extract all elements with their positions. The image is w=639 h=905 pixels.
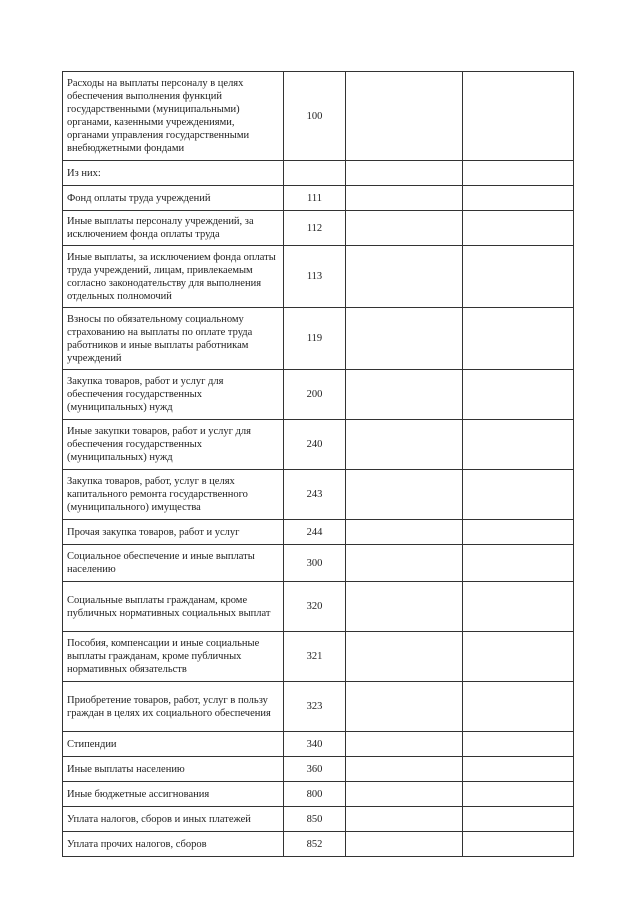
row-value-cell: [463, 732, 574, 757]
row-value-cell: [463, 370, 574, 420]
row-code-cell: 360: [284, 757, 346, 782]
row-code-cell: [284, 161, 346, 186]
row-name-cell: Социальное обеспечение и иные выплаты населению: [63, 545, 284, 582]
row-value-cell: [463, 470, 574, 520]
row-name-cell: Иные выплаты населению: [63, 757, 284, 782]
row-name-cell: Закупка товаров, работ и услуг для обеспечения государственных (муниципальных) нужд: [63, 370, 284, 420]
row-value-cell: [463, 582, 574, 632]
row-code-cell: 243: [284, 470, 346, 520]
table-row: [63, 807, 574, 832]
row-value-cell: [463, 520, 574, 545]
row-name-cell: Фонд оплаты труда учреждений: [63, 186, 284, 211]
table-row: [63, 186, 574, 211]
row-value-cell: [346, 161, 463, 186]
row-name-cell: Взносы по обязательному социальному страхованию на выплаты по оплате труда работников и иные выплаты работникам учреждений: [63, 308, 284, 370]
row-value-cell: [346, 782, 463, 807]
table-row: [63, 632, 574, 682]
table-row: [63, 832, 574, 857]
table-row: [63, 370, 574, 420]
row-code-cell: 100: [284, 72, 346, 161]
row-name-cell: Уплата налогов, сборов и иных платежей: [63, 807, 284, 832]
budget-table: [62, 71, 574, 857]
table-row: [63, 211, 574, 246]
row-code-cell: 852: [284, 832, 346, 857]
row-name-cell: Уплата прочих налогов, сборов: [63, 832, 284, 857]
row-value-cell: [346, 545, 463, 582]
row-value-cell: [463, 186, 574, 211]
table-row: [63, 582, 574, 632]
row-code-cell: 244: [284, 520, 346, 545]
row-code-cell: 340: [284, 732, 346, 757]
row-value-cell: [463, 420, 574, 470]
row-value-cell: [463, 632, 574, 682]
row-name-cell: Иные выплаты, за исключением фонда оплаты труда учреждений, лицам, привлекаемым согласно законодательству для выполнения отдельных полномочий: [63, 246, 284, 308]
row-code-cell: 111: [284, 186, 346, 211]
row-value-cell: [346, 72, 463, 161]
row-value-cell: [346, 420, 463, 470]
row-code-cell: 200: [284, 370, 346, 420]
row-value-cell: [463, 72, 574, 161]
row-value-cell: [463, 807, 574, 832]
row-value-cell: [346, 832, 463, 857]
table-row: [63, 470, 574, 520]
row-name-cell: Иные закупки товаров, работ и услуг для обеспечения государственных (муниципальных) нужд: [63, 420, 284, 470]
row-name-cell: Расходы на выплаты персоналу в целях обеспечения выполнения функций государственными (муниципальными) органами, казенными учреждениями, органами управления государственными внебюджетными фондами: [63, 72, 284, 161]
row-name-cell: Приобретение товаров, работ, услуг в пользу граждан в целях их социального обеспечения: [63, 682, 284, 732]
row-value-cell: [463, 161, 574, 186]
row-value-cell: [346, 520, 463, 545]
row-value-cell: [346, 632, 463, 682]
table-row: [63, 161, 574, 186]
row-value-cell: [463, 246, 574, 308]
row-value-cell: [463, 832, 574, 857]
row-value-cell: [346, 308, 463, 370]
row-value-cell: [463, 545, 574, 582]
table-row: [63, 757, 574, 782]
row-value-cell: [346, 807, 463, 832]
row-value-cell: [346, 757, 463, 782]
row-name-cell: Иные выплаты персоналу учреждений, за исключением фонда оплаты труда: [63, 211, 284, 246]
row-name-cell: Прочая закупка товаров, работ и услуг: [63, 520, 284, 545]
row-code-cell: 800: [284, 782, 346, 807]
table-row: [63, 72, 574, 161]
row-value-cell: [463, 682, 574, 732]
row-code-cell: 240: [284, 420, 346, 470]
row-value-cell: [346, 246, 463, 308]
table-row: [63, 782, 574, 807]
row-code-cell: 850: [284, 807, 346, 832]
row-name-cell: Закупка товаров, работ, услуг в целях капитального ремонта государственного (муниципального) имущества: [63, 470, 284, 520]
row-code-cell: 321: [284, 632, 346, 682]
row-name-cell: Из них:: [63, 161, 284, 186]
row-code-cell: 323: [284, 682, 346, 732]
row-code-cell: 300: [284, 545, 346, 582]
row-name-cell: Пособия, компенсации и иные социальные выплаты гражданам, кроме публичных нормативных обязательств: [63, 632, 284, 682]
table-row: [63, 520, 574, 545]
row-value-cell: [463, 308, 574, 370]
row-name-cell: Иные бюджетные ассигнования: [63, 782, 284, 807]
row-value-cell: [346, 682, 463, 732]
row-name-cell: Социальные выплаты гражданам, кроме публичных нормативных социальных выплат: [63, 582, 284, 632]
row-value-cell: [346, 732, 463, 757]
row-value-cell: [463, 757, 574, 782]
table-row: [63, 682, 574, 732]
row-code-cell: 119: [284, 308, 346, 370]
table-row: [63, 545, 574, 582]
table-row: [63, 246, 574, 308]
row-value-cell: [346, 211, 463, 246]
table-row: [63, 732, 574, 757]
row-value-cell: [346, 370, 463, 420]
row-code-cell: 112: [284, 211, 346, 246]
table-row: [63, 308, 574, 370]
table-row: [63, 420, 574, 470]
row-value-cell: [463, 782, 574, 807]
row-code-cell: 113: [284, 246, 346, 308]
row-value-cell: [463, 211, 574, 246]
row-value-cell: [346, 470, 463, 520]
row-name-cell: Стипендии: [63, 732, 284, 757]
row-value-cell: [346, 186, 463, 211]
row-code-cell: 320: [284, 582, 346, 632]
row-value-cell: [346, 582, 463, 632]
